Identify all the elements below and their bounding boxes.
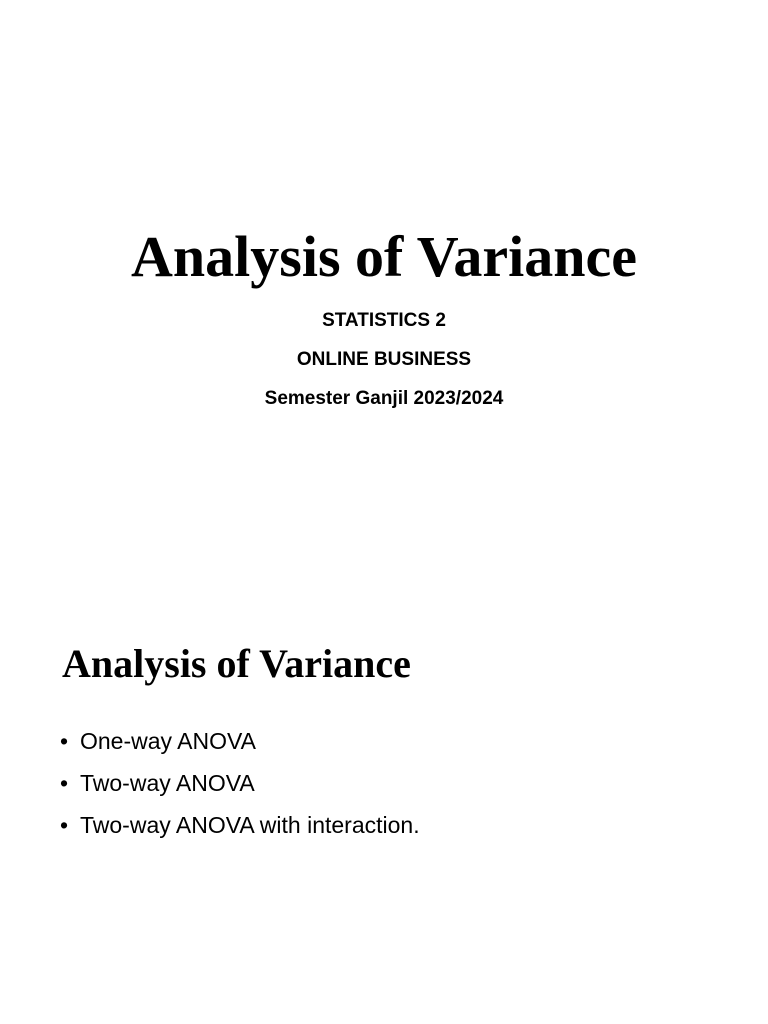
bullet-list — [60, 724, 420, 850]
list-item — [60, 724, 420, 766]
list-item — [60, 766, 420, 808]
section-title: Analysis of Variance — [62, 641, 411, 686]
bullet-text: One-way ANOVA — [80, 728, 256, 754]
bullet-text: Two-way ANOVA — [80, 770, 255, 796]
bullet-text: Two-way ANOVA with interaction. — [80, 812, 420, 838]
program-name: ONLINE BUSINESS — [296, 349, 472, 370]
slide-title: Analysis of Variance — [131, 224, 637, 289]
bullet-icon: • — [60, 770, 69, 796]
course-name: STATISTICS 2 — [322, 310, 446, 331]
bullet-icon: • — [60, 728, 69, 754]
subtitle-block — [0, 306, 768, 423]
list-item — [60, 808, 420, 850]
semester-label: Semester Ganjil 2023/2024 — [264, 388, 504, 409]
bullet-icon: • — [60, 812, 69, 838]
content-slide — [0, 512, 768, 1024]
